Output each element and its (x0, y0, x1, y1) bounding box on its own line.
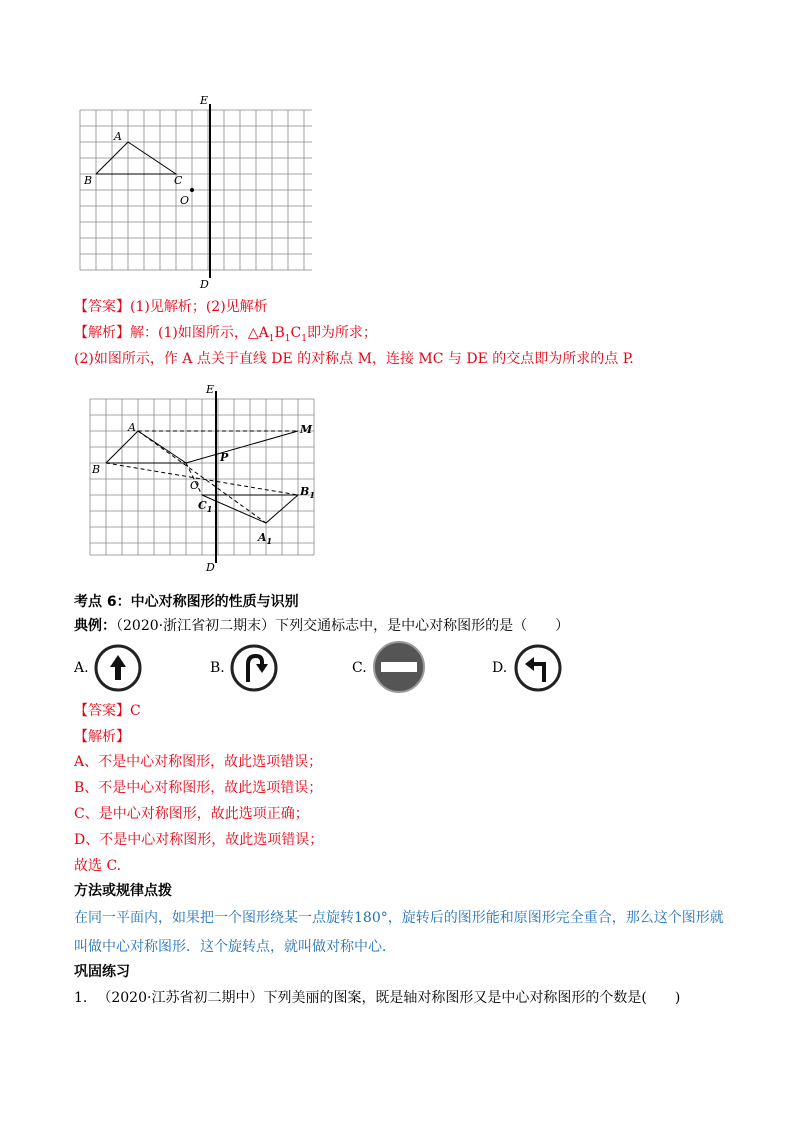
label-o-2: O (190, 479, 200, 492)
answer-c: 【答案】C (74, 703, 141, 719)
method-line-2: 叫做中心对称图形．这个旋转点，就叫做对称中心． (74, 939, 396, 955)
option-d-label: D. (492, 660, 508, 676)
section-title: 考点 6：中心对称图形的性质与识别 (74, 594, 299, 610)
option-b-label: B. (210, 660, 225, 676)
method-line-1: 在同一平面内，如果把一个图形绕某一点旋转180°，旋转后的图形能和原图形完全重合，那么这个图形就 (74, 910, 724, 926)
answer-1: 【答案】(1)见解析；(2)见解析 (74, 299, 268, 315)
sign-up-arrow-icon (92, 642, 144, 694)
analysis-1-line-1: 【解析】解：(1)如图所示，$\triangle A_1B_1C_1$即为所求； (74, 325, 377, 344)
label-c1: $C_1$ (198, 499, 213, 514)
label-c: C (174, 174, 183, 187)
sign-no-entry-icon (372, 640, 426, 694)
label-b1: $B_1$ (300, 485, 315, 500)
analysis-conclusion: 故选 C. (74, 858, 122, 874)
analysis-title: 【解析】 (74, 729, 130, 745)
method-title: 方法或规律点拨 (74, 883, 172, 899)
practice-q1: 1. （2020·江苏省初二期中）下列美丽的图案，既是轴对称图形又是中心对称图形的个数是( ) (74, 990, 681, 1006)
example-question: 典例：（2020·浙江省初二期末）下列交通标志中，是中心对称图形的是（ ） (74, 618, 570, 634)
label-b: B (84, 174, 93, 187)
sign-u-turn-icon (228, 642, 280, 694)
analysis-line-b: B、不是中心对称图形，故此选项错误； (74, 780, 323, 796)
sign-left-turn-icon (512, 642, 564, 694)
analysis-line-c: C、是中心对称图形，故此选项正确； (74, 806, 309, 822)
label-a-2: A (128, 421, 136, 434)
analysis-1-line-2: (2)如图所示，作 A 点关于直线 DE 的对称点 M，连接 MC 与 DE 的交点即为所求的点 P. (74, 351, 634, 367)
label-a: A (114, 130, 122, 143)
label-p: P (220, 451, 229, 464)
option-c-label: C. (352, 660, 367, 676)
point-o (190, 188, 194, 192)
label-d-2: D (206, 561, 215, 574)
option-a-label: A. (74, 660, 89, 676)
label-d: D (200, 278, 209, 291)
figure-1-grid (70, 92, 330, 292)
label-e-2: E (206, 385, 215, 396)
label-o: O (180, 194, 190, 207)
practice-title: 巩固练习 (74, 964, 130, 980)
figure-2-grid (80, 385, 330, 575)
label-m: M (300, 423, 313, 436)
label-a1: $A_1$ (258, 531, 273, 546)
label-e: E (200, 94, 209, 107)
analysis-line-d: D、不是中心对称图形，故此选项错误； (74, 832, 324, 848)
analysis-line-a: A、不是中心对称图形，故此选项错误； (74, 754, 323, 770)
label-b-2: B (92, 463, 101, 476)
